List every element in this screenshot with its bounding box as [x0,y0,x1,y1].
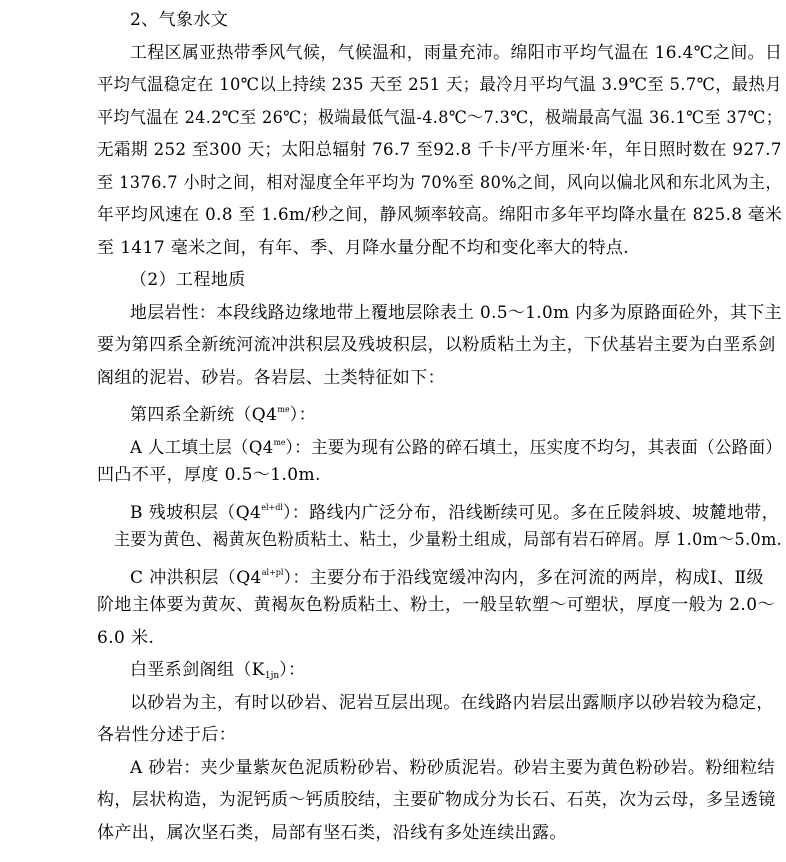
paragraph-line: A 砂岩：夹少量紫灰色泥质粉砂岩、粉砂质泥岩。砂岩主要为黄色粉砂岩。粉细粒结 [130,757,775,778]
paragraph-line: 6.0 米. [97,627,155,648]
paragraph-line: 阶地主体要为黄灰、黄褐灰色粉质粘土、粉土，一般呈软塑～可塑状，厚度一般为 2.0～ [97,595,775,615]
paragraph-line: 构，层状构造，为泥钙质～钙质胶结，主要矿物成分为长石、石英，次为云母，多呈透镜 [97,790,776,810]
paragraph-line: 至 1417 毫米之间，有年、季、月降水量分配不均和变化率大的特点. [97,237,630,258]
paragraph-line: 阁组的泥岩、砂岩。各岩层、土类特征如下： [97,367,445,388]
paragraph-line: 工程区属亚热带季风气候，气候温和，雨量充沛。绵阳市平均气温在 16.4℃之间。日 [130,42,783,63]
section-heading-geology: （2）工程地质 [130,270,246,290]
subheading-quaternary: 第四系全新统$(Q4^{me})$： [130,405,316,425]
paragraph-line: 至 1376.7 小时之间，相对湿度全年平均为 70%至 80%之间，风向以偏北风和东北风为主， [97,172,782,193]
paragraph-line: 各岩性分述于后： [97,725,237,745]
paragraph-line: 以砂岩为主，有时以砂岩、泥岩互层出现。在线路内岩层出露顺序以砂岩较为稳定， [130,692,774,713]
paragraph-line: 体产出，属次坚石类，局部有坚石类，沿线有多处连续出露。 [97,822,567,843]
paragraph-line: 无霜期 252 至300 天；太阳总辐射 76.7 至92.8 千卡/平方厘米·年，年日照时数在 927.7 [97,140,782,160]
paragraph-line: 要为第四系全新统河流冲洪积层及残坡积层，以粉质粘土为主，下伏基岩主要为白垩系剑 [97,335,776,355]
paragraph-line: 凹凸不平，厚度 0.5～1.0m. [97,465,321,485]
paragraph-line: 平均气温在 24.2℃至 26℃；极端最低气温-4.8℃～7.3℃，极端最高气温 36.1℃至 37℃； [97,107,783,128]
paragraph-line: A 人工填土层$(Q4^{me})$：主要为现有公路的碎石填土，压实度不均匀，其表面（公路面） [130,437,783,458]
paragraph-line: 主要为黄色、褐黄灰色粉质粘土、粘土，少量粉土组成，局部有岩石碎屑。厚 1.0m～5.0m. [114,530,783,550]
paragraph-line: 平均气温稳定在 10℃以上持续 235 天至 251 天；最冷月平均气温 3.9℃至 5.7℃，最热月 [97,75,782,95]
paragraph-line: B 残坡积层$(Q4^{el+dl})$：路线内广泛分布，沿线断续可见。多在丘陵斜坡、坡麓地带， [130,502,780,523]
paragraph-line: 年平均风速在 0.8 至 1.6m/秒之间，静风频率较高。绵阳市多年平均降水量在 825.8 毫米 [97,205,783,225]
paragraph-line: 地层岩性：本段线路边缘地带上覆地层除表土 0.5～1.0m 内多为原路面砼外，其下主 [130,302,782,323]
subheading-cretaceous: 白垩系剑阁组$(K_{1jn})$： [130,660,306,681]
paragraph-line: C 冲洪积层$(Q4^{al+pl})$：主要分布于沿线宽缓冲沟内，多在河流的两岸，构成Ⅰ、Ⅱ级 [130,567,764,588]
section-heading-hydrology: 2、气象水文 [130,10,229,30]
